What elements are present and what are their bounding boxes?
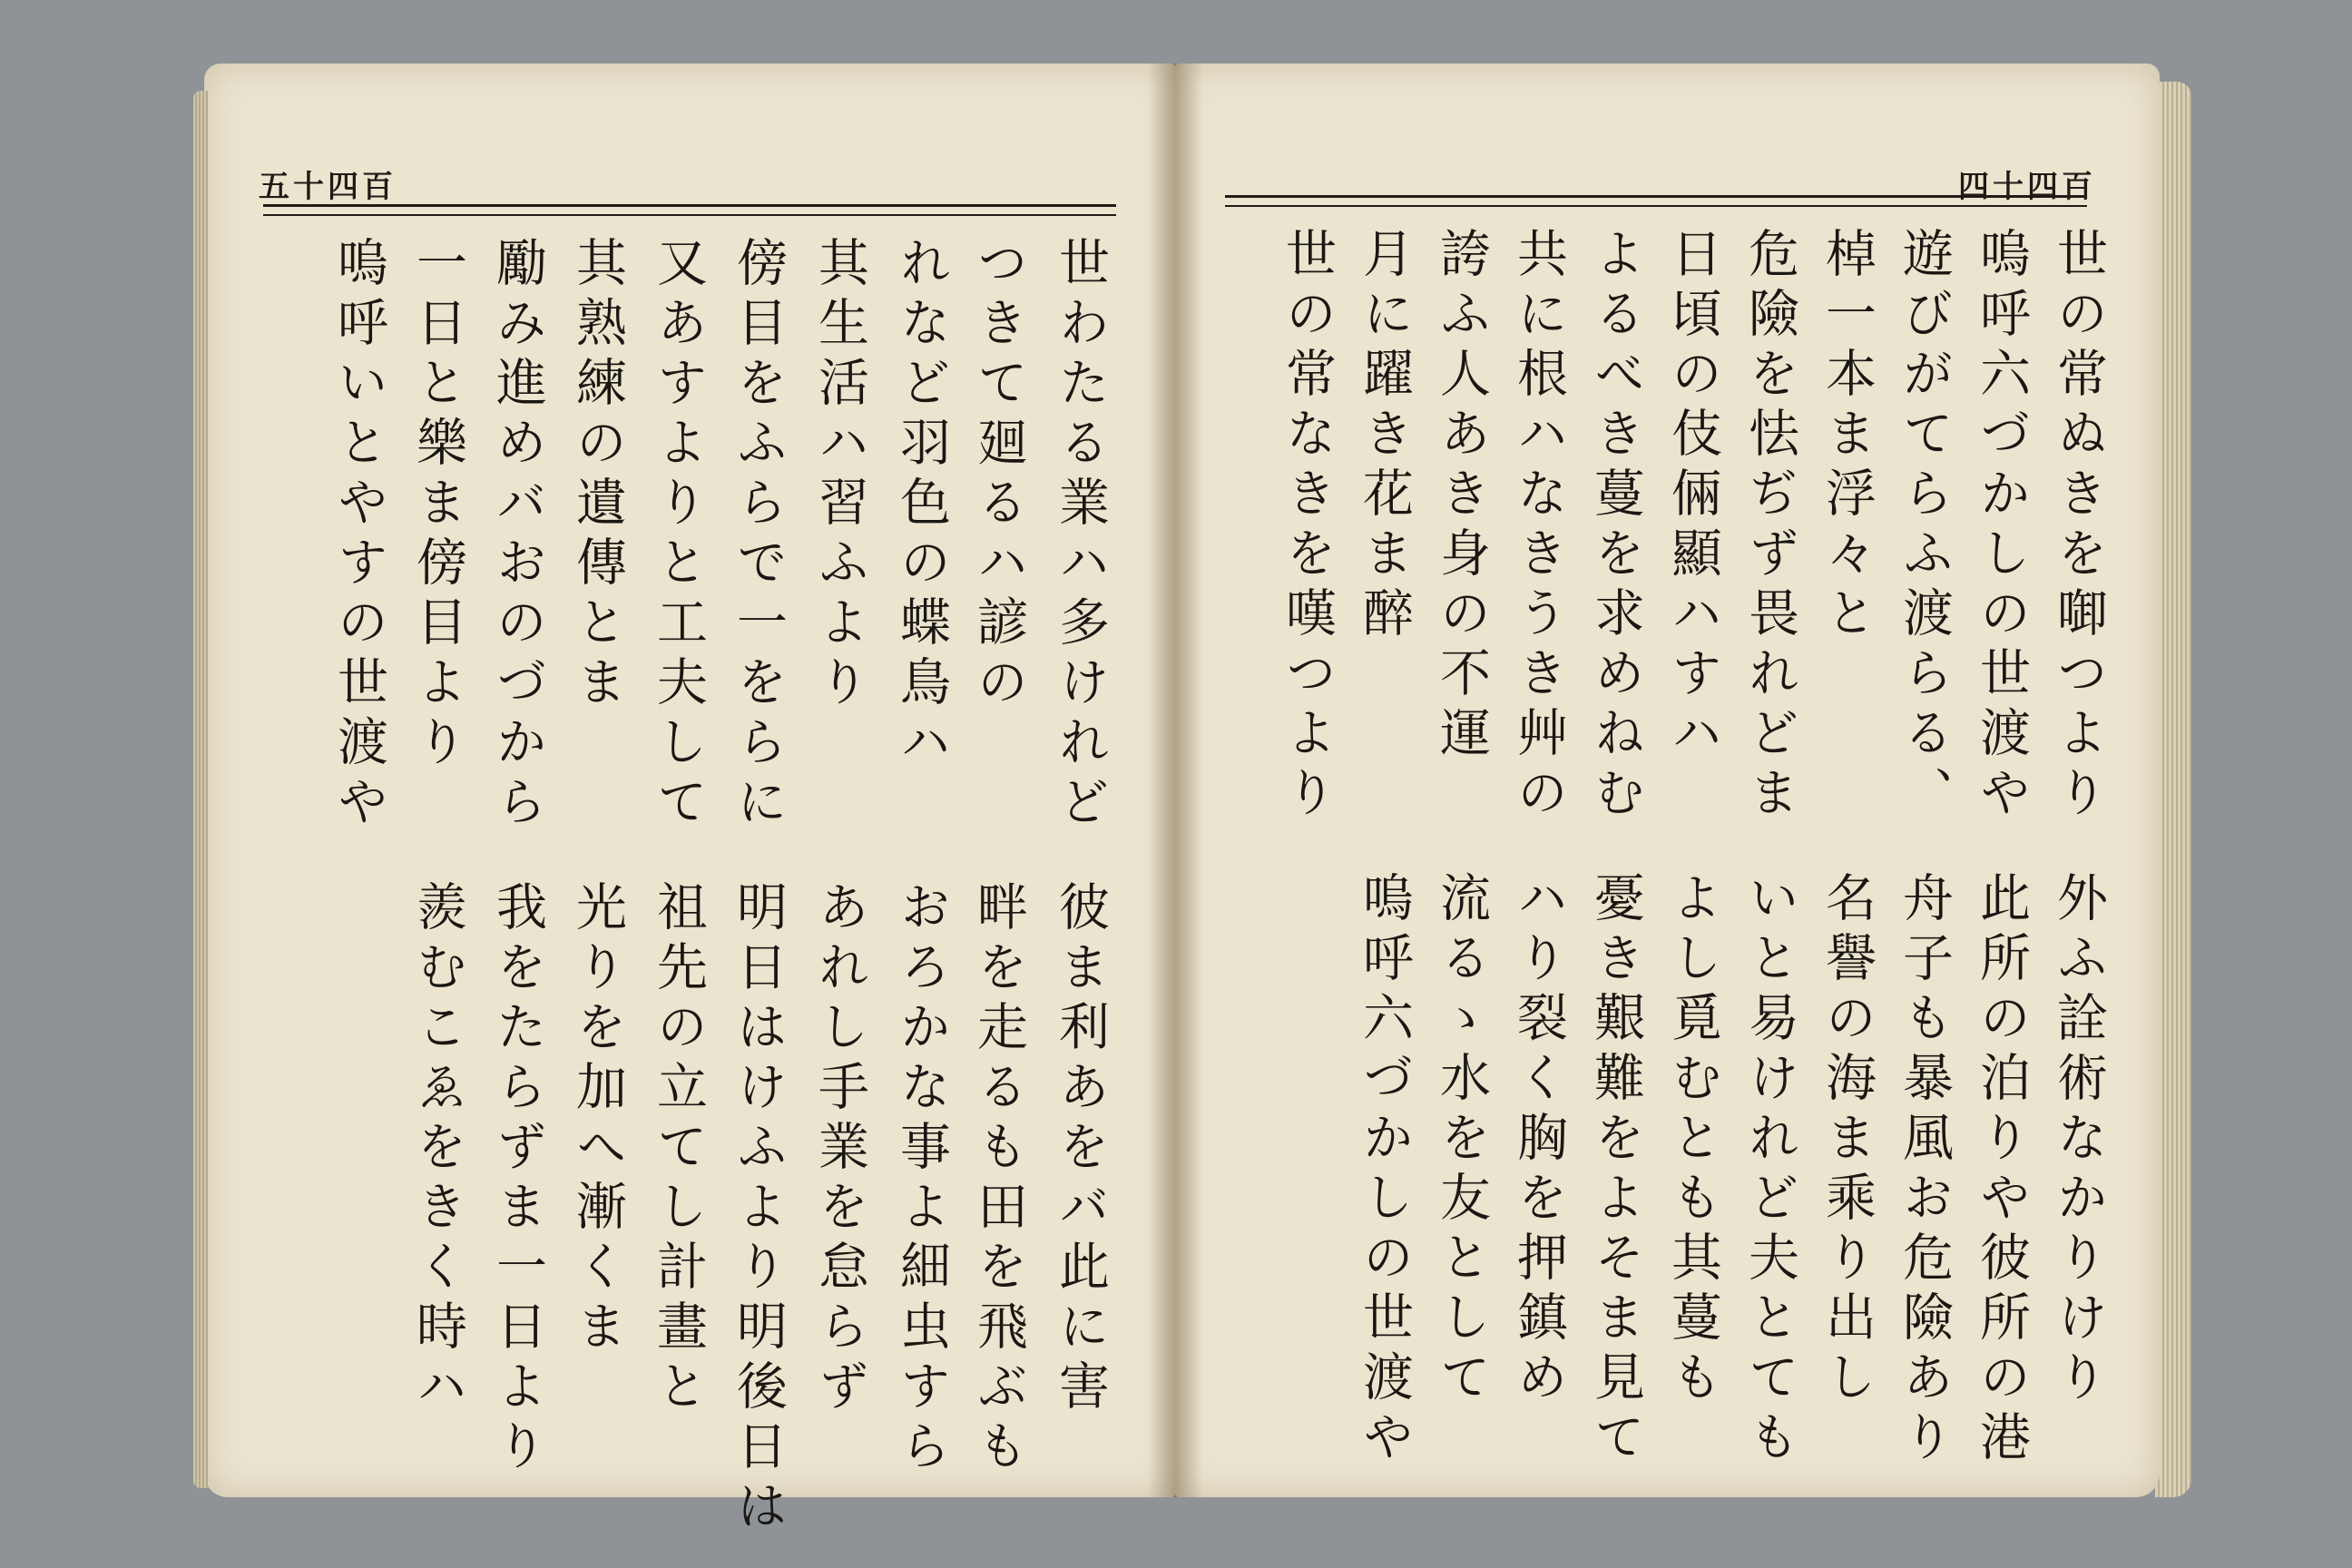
left-bottom-column: あれし手業を怠らず: [810, 880, 869, 1419]
left-top-column: 一日と樂ま傍目より: [408, 236, 467, 775]
left-top-column: 又あすよりと工夫して: [649, 236, 708, 835]
left-bottom-column: 我をたらずま一日より: [488, 880, 547, 1479]
right-bottom-column: 外ふ詮術なかりけり: [2049, 871, 2108, 1410]
right-page: [1175, 64, 2160, 1497]
left-bottom-column: 光りを加へ漸くま: [568, 880, 627, 1359]
left-bottom-column: 羨むこゑをきく時ハ: [408, 880, 467, 1419]
right-top-column: 日頃の伎倆顯ハすハ: [1663, 227, 1722, 766]
right-top-column: 棹一本ま浮々と: [1818, 227, 1877, 646]
left-bottom-column: 彼ま利あをバ此に害: [1051, 880, 1110, 1419]
right-top-column: 誇ふ人あき身の不運: [1432, 227, 1491, 766]
left-top-column: れなど羽色の蝶鳥ハ: [892, 236, 951, 775]
page-edges-left: [193, 91, 208, 1488]
left-top-column: 其熟練の遺傳とま: [568, 236, 627, 715]
right-top-column: 月に躍き花ま醉: [1355, 227, 1414, 646]
right-top-column: 世の常ぬきを啣つより: [2049, 227, 2108, 826]
left-bottom-column: 畔を走るも田を飛ぶも: [969, 880, 1028, 1479]
left-top-column: 世わたる業ハ多けれど: [1051, 236, 1110, 835]
open-book: [204, 64, 2169, 1539]
right-bottom-column: いと易けれど夫とても: [1740, 871, 1799, 1470]
left-page: [204, 64, 1175, 1539]
header-rule-right: [1225, 195, 2087, 207]
right-bottom-column: 嗚呼六づかしの世渡や: [1355, 871, 1414, 1470]
left-bottom-column: おろかな事よ細虫すら: [892, 880, 951, 1479]
right-top-column: 共に根ハなきうき艸の: [1509, 227, 1568, 826]
right-top-column: 危險を怯ぢず畏れどま: [1740, 227, 1799, 826]
right-bottom-column: 名譽の海ま乘り出し: [1818, 871, 1877, 1410]
left-top-column: 傍目をふらで一をらに: [729, 236, 788, 835]
right-top-column: よるべき蔓を求めねむ: [1586, 227, 1645, 826]
left-top-column: 嗚呼いとやすの世渡や: [329, 236, 388, 835]
right-top-column: 遊びがてらふ渡らる、: [1895, 227, 1954, 826]
left-top-column: 勵み進めバおのづから: [488, 236, 547, 835]
right-bottom-column: 憂き艱難をよそま見て: [1586, 871, 1645, 1470]
right-bottom-column: よし覓むとも其蔓も: [1663, 871, 1722, 1410]
right-bottom-column: 流るゝ水を友として: [1432, 871, 1491, 1410]
right-bottom-column: ハり裂く胸を押鎮め: [1509, 871, 1568, 1410]
right-bottom-column: 此所の泊りや彼所の港: [1972, 871, 2031, 1470]
right-bottom-column: 舟子も暴風お危險あり: [1895, 871, 1954, 1470]
header-rule-left: [263, 204, 1116, 216]
page-edges-right: [2155, 82, 2191, 1497]
left-top-column: つきて廻るハ諺の: [969, 236, 1028, 715]
left-bottom-column: 明日はけふより明後日は: [729, 880, 788, 1539]
right-top-column: 世の常なきを嘆つより: [1278, 227, 1337, 826]
left-bottom-column: 祖先の立てし計畫と: [649, 880, 708, 1419]
right-top-column: 嗚呼六づかしの世渡や: [1972, 227, 2031, 826]
right-page-number: 四十四百: [1958, 169, 2096, 205]
left-top-column: 其生活ハ習ふより: [810, 236, 869, 715]
left-page-number: 五十四百: [259, 169, 397, 205]
